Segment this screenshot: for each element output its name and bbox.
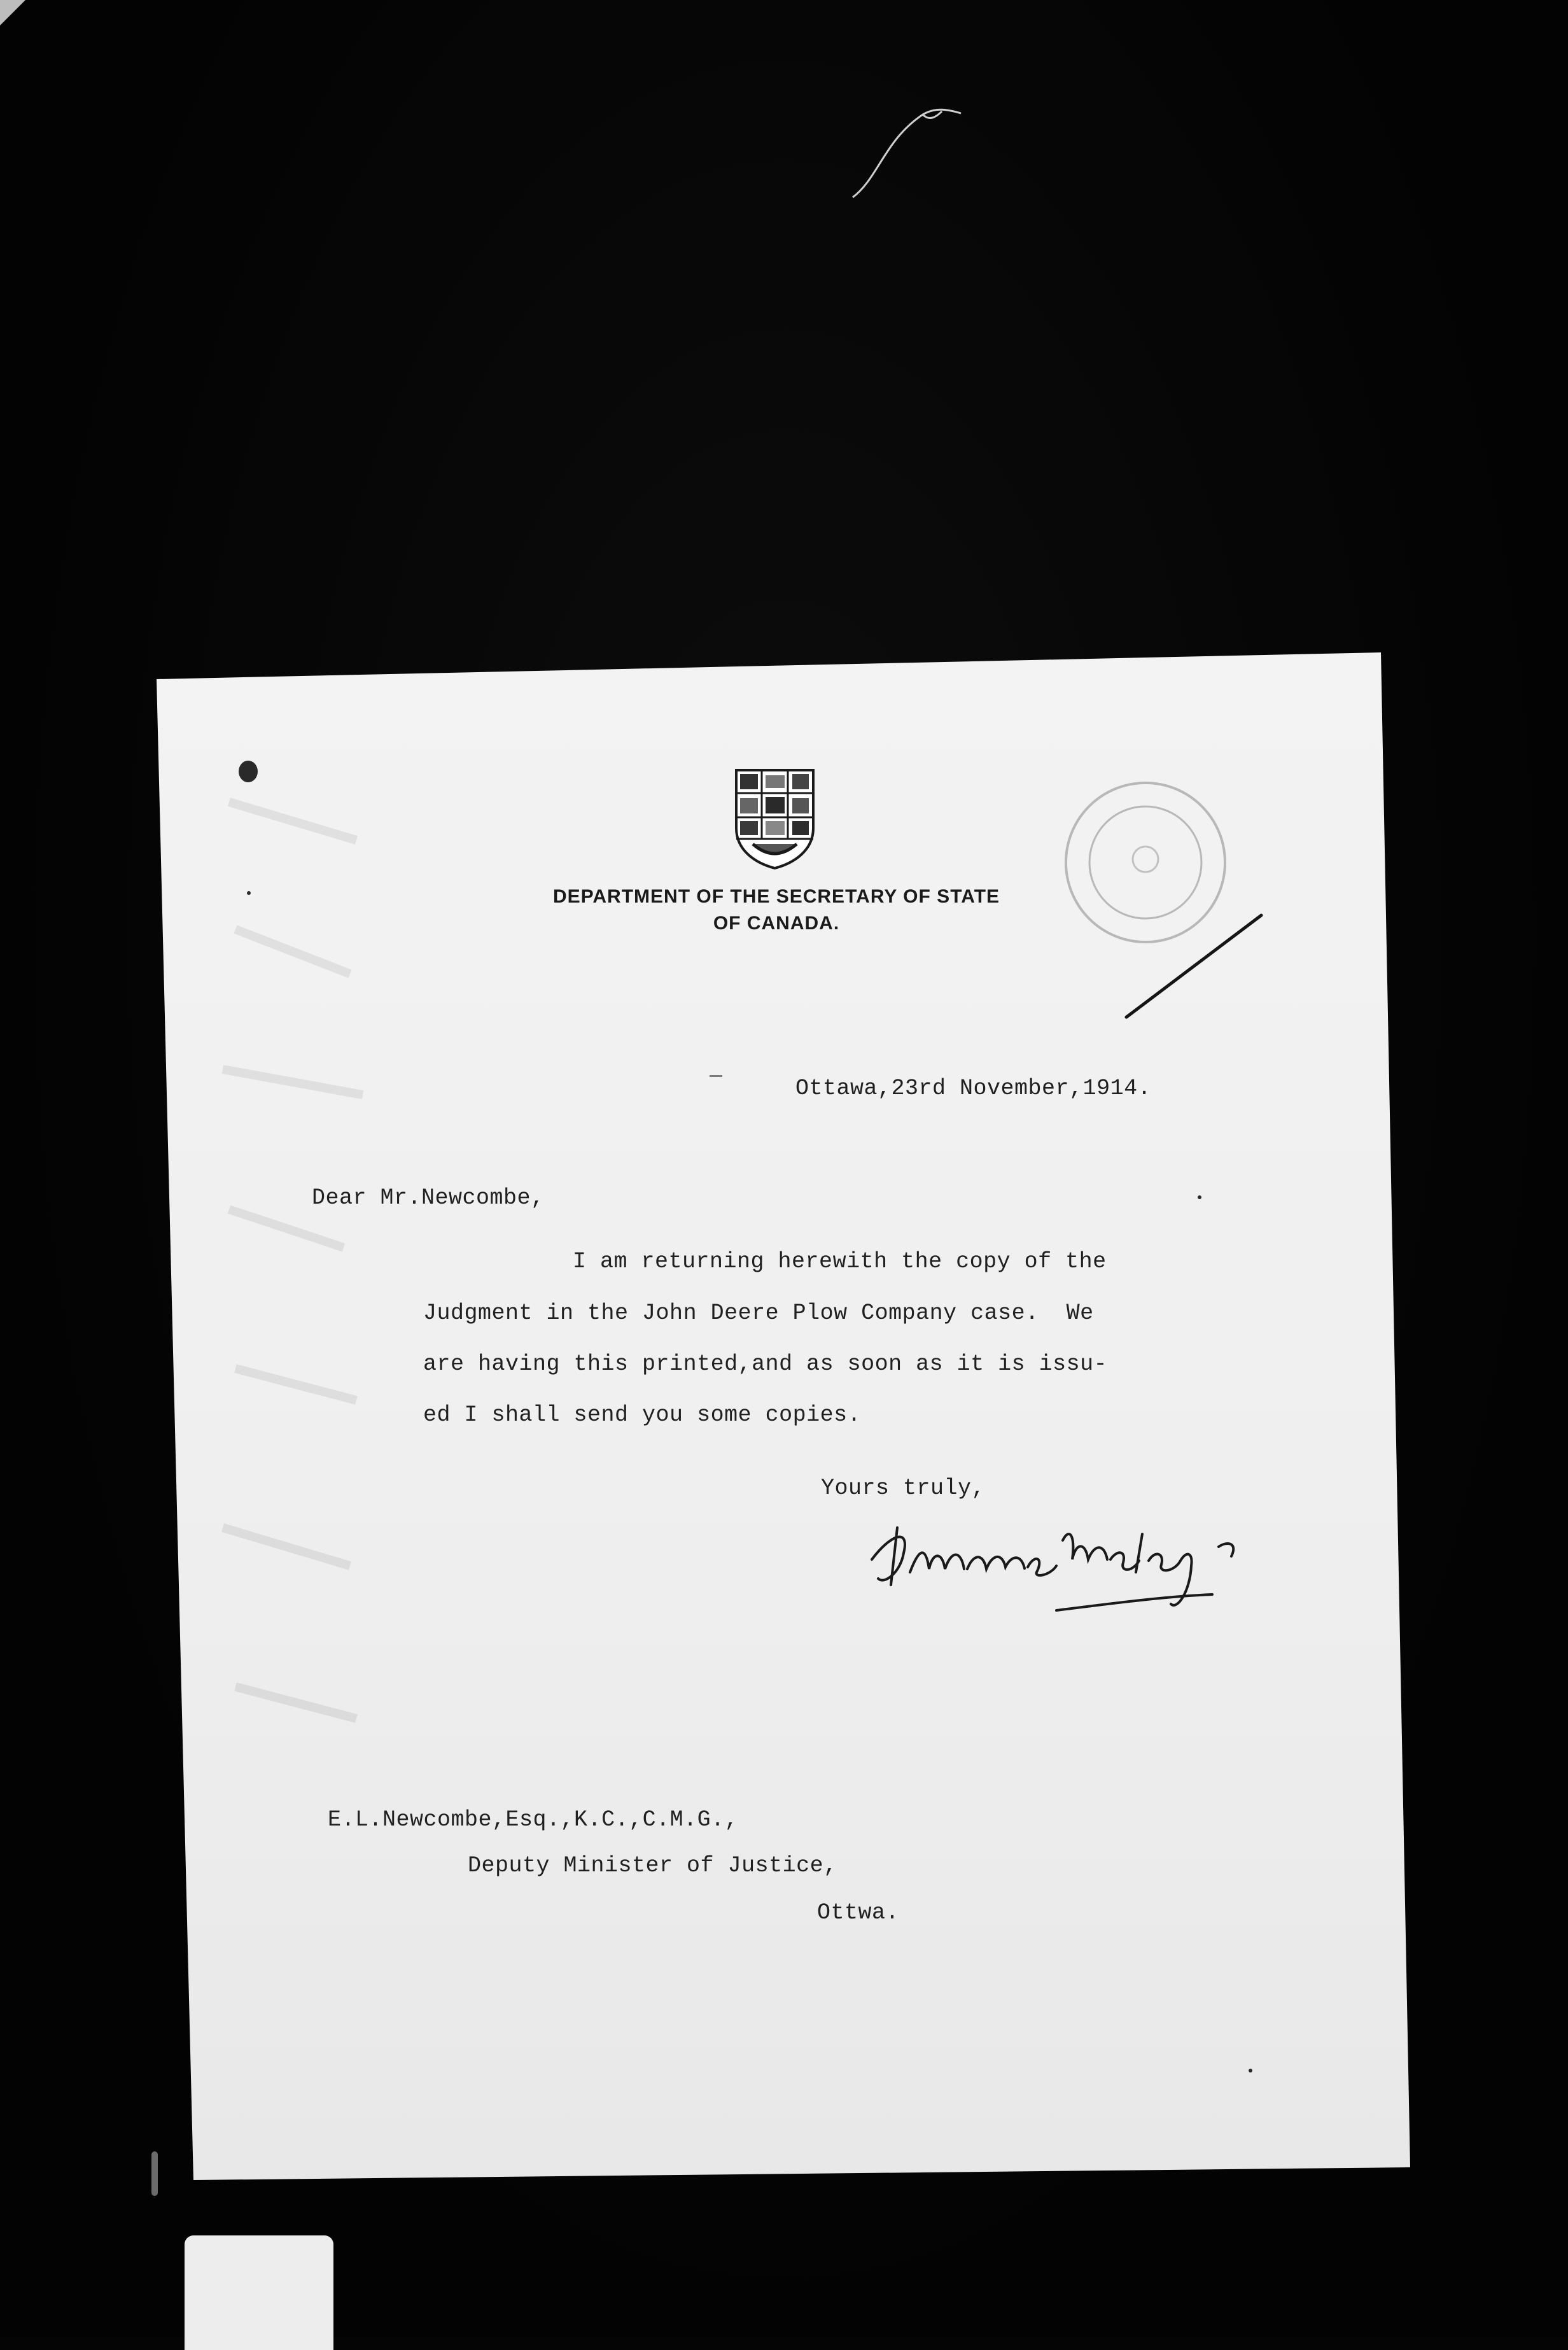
speck: [247, 891, 251, 895]
dust-fiber: [840, 102, 1031, 210]
film-corner-mark: [0, 0, 25, 25]
stray-mark: [710, 1075, 722, 1077]
speck: [1249, 2069, 1252, 2072]
letterhead: [496, 883, 1056, 937]
speck: [1198, 1195, 1201, 1199]
bleed-through-text: [191, 764, 401, 1910]
closing: Yours truly,: [821, 1475, 986, 1501]
body-line-3: are having this printed,and as soon as it is issu-: [423, 1351, 1108, 1377]
body-line-2: Judgment in the John Deere Plow Company case. We: [423, 1300, 1094, 1326]
film-speck: [151, 2151, 158, 2196]
ink-blot: [239, 761, 258, 782]
pen-slash-mark: [1120, 910, 1266, 1025]
coat-of-arms-icon: [734, 768, 816, 870]
recipient-city: Ottwa.: [817, 1900, 900, 1925]
body-line-1: I am returning herewith the copy of the: [573, 1249, 1107, 1274]
salutation: Dear Mr.Newcombe,: [312, 1185, 545, 1211]
letterhead-line-1: DEPARTMENT OF THE SECRETARY OF STATE: [552, 886, 1000, 907]
letterhead-line-2: OF CANADA.: [713, 913, 840, 934]
recipient-title: Deputy Minister of Justice,: [468, 1853, 837, 1878]
film-tab: [185, 2235, 333, 2350]
handwritten-signature: [865, 1515, 1285, 1642]
recipient-name: E.L.Newcombe,Esq.,K.C.,C.M.G.,: [328, 1807, 739, 1833]
letter-date: Ottawa,23rd November,1914.: [795, 1076, 1152, 1101]
body-line-4: ed I shall send you some copies.: [423, 1402, 862, 1428]
